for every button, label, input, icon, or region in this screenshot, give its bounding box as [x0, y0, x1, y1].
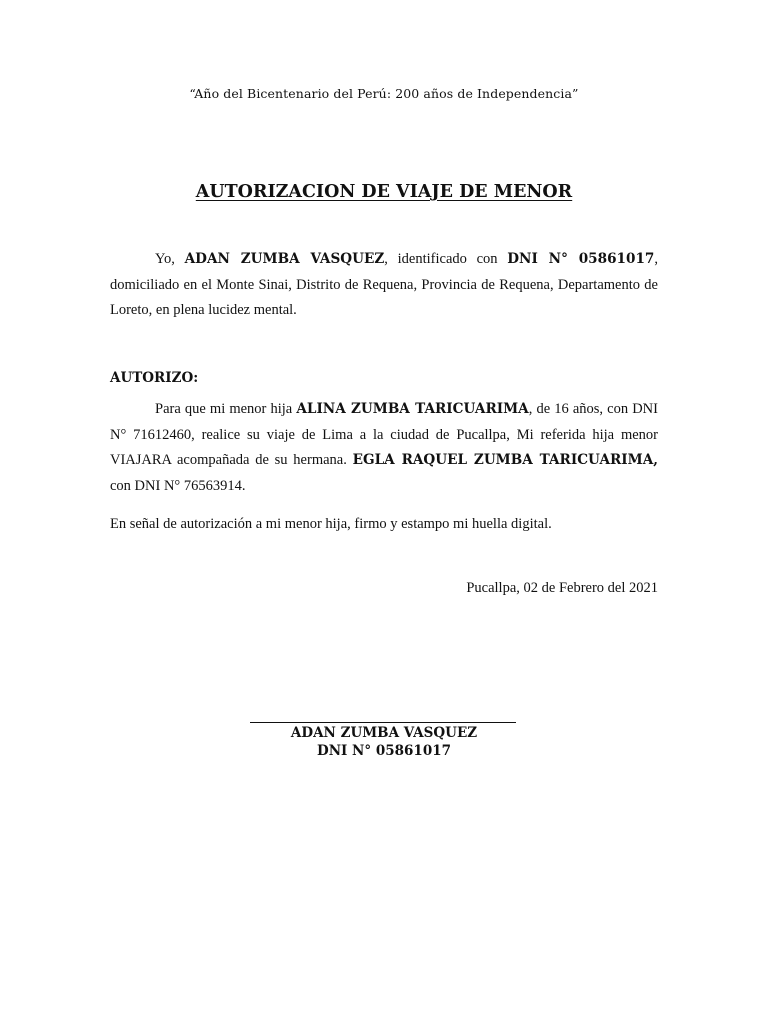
declarant-dni: DNI N° 05861017 — [507, 251, 655, 267]
signatory-name: ADAN ZUMBA VASQUEZ — [290, 725, 478, 741]
authorization-text-2: , de 16 años, con DNI N° 71612460, realice su viaje de Lima a la ciudad de Pucallpa, Mi referida hija menor VIAJARA acompañada de su hermana. — [110, 401, 658, 468]
authorization-text-3: con DNI N° 76563914. — [110, 477, 246, 494]
document-title: AUTORIZACION DE VIAJE DE MENOR — [195, 182, 573, 202]
signatory-dni: DNI N° 05861017 — [317, 743, 451, 759]
companion-name: EGLA RAQUEL ZUMBA TARICUARIMA, — [352, 452, 658, 468]
place-and-date: Pucallpa, 02 de Febrero del 2021 — [466, 580, 658, 596]
declarant-text-3: , domiciliado en el Monte Sinai, Distrito de Requena, Provincia de Requena, Departamento de Loreto, en plena lucidez mental. — [110, 251, 658, 318]
autorizo-label: AUTORIZO: — [110, 370, 199, 386]
declarant-text-1: Yo, — [155, 251, 185, 267]
minor-name: ALINA ZUMBA TARICUARIMA — [296, 401, 529, 417]
declarant-paragraph — [110, 247, 658, 324]
declarant-name: ADAN ZUMBA VASQUEZ — [184, 251, 385, 267]
year-motto: “Año del Bicentenario del Perú: 200 años de Independencia” — [189, 86, 579, 101]
authorization-text-1: Para que mi menor hija — [155, 401, 297, 417]
signature-line — [250, 722, 516, 723]
signature-statement: En señal de autorización a mi menor hija, firmo y estampo mi huella digital. — [110, 516, 552, 532]
declarant-text-2: , identificado con — [384, 251, 508, 267]
authorization-paragraph — [110, 397, 658, 499]
